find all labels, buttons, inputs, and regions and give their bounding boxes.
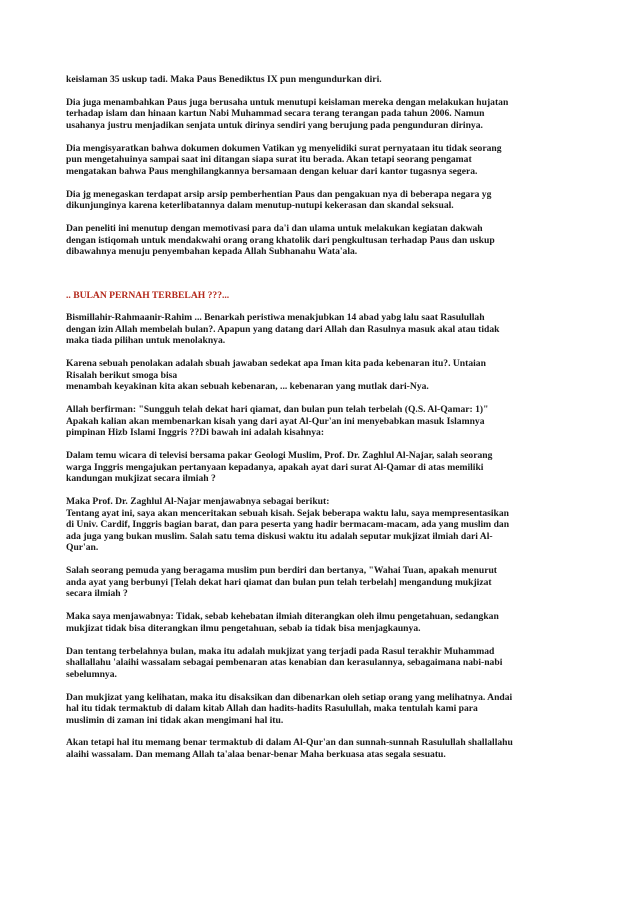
text-line: dengan izin Allah membelah bulan?. Apapun yang datang dari Allah dan Rasulnya masuk akal atau tidak — [66, 323, 500, 335]
text-line: menambah keyakinan kita akan sebuah kebenaran, ... kebenaran yang mutlak dari-Nya. — [66, 381, 429, 393]
text-line: sebelumnya. — [66, 668, 117, 680]
text-line: dengan istiqomah untuk mendakwahi orang orang khatolik dari pengkultusan terhadap Paus dan uskup — [66, 234, 495, 246]
text-line: secara ilmiah ? — [66, 588, 128, 600]
paragraph — [66, 450, 576, 485]
text-line: Dia juga menambahkan Paus juga berusaha untuk menutupi keislaman mereka dengan melakukan hujatan — [66, 96, 509, 108]
paragraph — [66, 312, 576, 347]
text-line: muslimin di zaman ini tidak akan mengimani hal itu. — [66, 714, 284, 726]
text-line: pimpinan Hizb Islami Inggris ??Di bawah ini adalah kisahnya: — [66, 427, 325, 439]
article-section-vatican — [66, 74, 576, 258]
text-line: mukjizat tidak bisa diterangkan ilmu pengetahuan, sebab ia tidak bisa menjagkaunya. — [66, 622, 421, 634]
article-section-moon-split — [66, 312, 576, 761]
text-line: terhadap islam dan hinaan kartun Nabi Muhammad secara terang terangan pada tahun 2006. Namun — [66, 108, 485, 120]
section-heading: .. BULAN PERNAH TERBELAH ???... — [66, 290, 230, 302]
text-line: Dan mukjizat yang kelihatan, maka itu disaksikan dan dibenarkan oleh setiap orang yang melihatnya. Andai — [66, 691, 513, 703]
text-line: Dia jg menegaskan terdapat arsip arsip pemberhentian Paus dan pengakuan nya di beberapa negara yg — [66, 188, 492, 200]
text-line: di Univ. Cardif, Inggris bagian barat, dan para peserta yang hadir bermacam-macam, ada yang muslim dan — [66, 519, 510, 531]
text-line: usahanya justru menjadikan senjata untuk dirinya sendiri yang berujung pada pengunduran dirinya. — [66, 119, 483, 131]
text-line: kandungan mukjizat secara ilmiah ? — [66, 473, 216, 485]
paragraph — [66, 737, 576, 760]
text-line: maka tiada pilihan untuk menolaknya. — [66, 335, 226, 347]
text-line: Dalam temu wicara di televisi bersama pakar Geologi Muslim, Prof. Dr. Zaghlul Al-Najar, salah seorang — [66, 450, 493, 462]
document-page — [66, 74, 576, 772]
text-line: shallallahu 'alaihi wassalam sebagai pembenaran atas kenabian dan kerasulannya, sebagaimana nabi-nabi — [66, 657, 503, 669]
paragraph — [66, 189, 576, 212]
paragraph — [66, 496, 576, 554]
paragraph — [66, 358, 576, 393]
paragraph — [66, 223, 576, 258]
text-line: alaihi wassalam. Dan memang Allah ta'alaa benar-benar Maha berkuasa atas segala sesuatu. — [66, 749, 446, 761]
text-line: warga Inggris mengajukan pertanyaan kepadanya, apakah ayat dari surat Al-Qamar di atas memiliki — [66, 461, 484, 473]
paragraph — [66, 74, 576, 86]
text-line: keislaman 35 uskup tadi. Maka Paus Benediktus IX pun mengundurkan diri. — [66, 74, 382, 85]
text-line: Allah berfirman: "Sungguh telah dekat hari qiamat, dan bulan pun telah terbelah (Q.S. Al-Qamar: 1)" — [66, 404, 489, 416]
text-line: Dan tentang terbelahnya bulan, maka itu adalah mukjizat yang terjadi pada Rasul terakhir Muhammad — [66, 645, 495, 657]
section-gap — [66, 269, 576, 290]
text-line: Salah seorang pemuda yang beragama muslim pun berdiri dan bertanya, "Wahai Tuan, apakah menurut — [66, 565, 498, 577]
text-line: Dia mengisyaratkan bahwa dokumen dokumen Vatikan yg menyelidiki surat pernyataan itu tidak seorang — [66, 142, 502, 154]
text-line: ada juga yang bukan muslim. Salah satu tema diskusi waktu itu adalah seputar mukjizat ilmiah dari Al- — [66, 530, 493, 542]
text-line: mengatakan bahwa Paus menghilangkannya bersamaan dengan keluar dari kantor tugasnya segera. — [66, 165, 478, 177]
text-line: dibawahnya menuju penyembahan kepada Allah Subhanahu Wata'ala. — [66, 246, 358, 258]
text-line: Tentang ayat ini, saya akan menceritakan sebuah kisah. Sejak beberapa waktu lalu, saya mempresentasikan — [66, 507, 509, 519]
text-line: Maka Prof. Dr. Zaghlul Al-Najar menjawabnya sebagai berikut: — [66, 496, 330, 508]
text-line: Dan peneliti ini menutup dengan memotivasi para da'i dan ulama untuk melakukan kegiatan dakwah — [66, 223, 483, 235]
text-line: Risalah berikut smoga bisa — [66, 369, 178, 381]
text-line: anda ayat yang berbunyi [Telah dekat hari qiamat dan bulan pun telah terbelah] mengandung mukjizat — [66, 576, 492, 588]
text-line: Karena sebuah penolakan adalah sbuah jawaban sedekat apa Iman kita pada kebenaran itu?. Untaian — [66, 358, 486, 370]
paragraph — [66, 565, 576, 600]
paragraph — [66, 97, 576, 132]
paragraph — [66, 692, 576, 727]
paragraph — [66, 143, 576, 178]
text-line: Qur'an. — [66, 542, 99, 554]
text-line: Akan tetapi hal itu memang benar termaktub di dalam Al-Qur'an dan sunnah-sunnah Rasulullah shallallahu — [66, 737, 513, 749]
paragraph — [66, 404, 576, 439]
text-line: Apakah kalian akan membenarkan kisah yang dari ayat Al-Qur'an ini menyebabkan masuk Islamnya — [66, 415, 485, 427]
text-line: Bismillahir-Rahmaanir-Rahim ... Benarkah peristiwa menakjubkan 14 abad yabg lalu saat Rasulullah — [66, 312, 485, 324]
paragraph — [66, 611, 576, 634]
paragraph — [66, 646, 576, 681]
text-line: Maka saya menjawabnya: Tidak, sebab kehebatan ilmiah diterangkan oleh ilmu pengetahuan, sedangkan — [66, 611, 499, 623]
text-line: pun mengetahuinya sampai saat ini ditangan siapa surat itu berada. Akan tetapi seorang pengamat — [66, 154, 472, 166]
text-line: dikunjunginya karena keterlibatannya dalam menutup-nutupi kekerasan dan skandal seksual. — [66, 200, 454, 212]
text-line: hal itu tidak termaktub di dalam kitab Allah dan hadits-hadits Rasulullah, maka tentulah kami para — [66, 703, 478, 715]
